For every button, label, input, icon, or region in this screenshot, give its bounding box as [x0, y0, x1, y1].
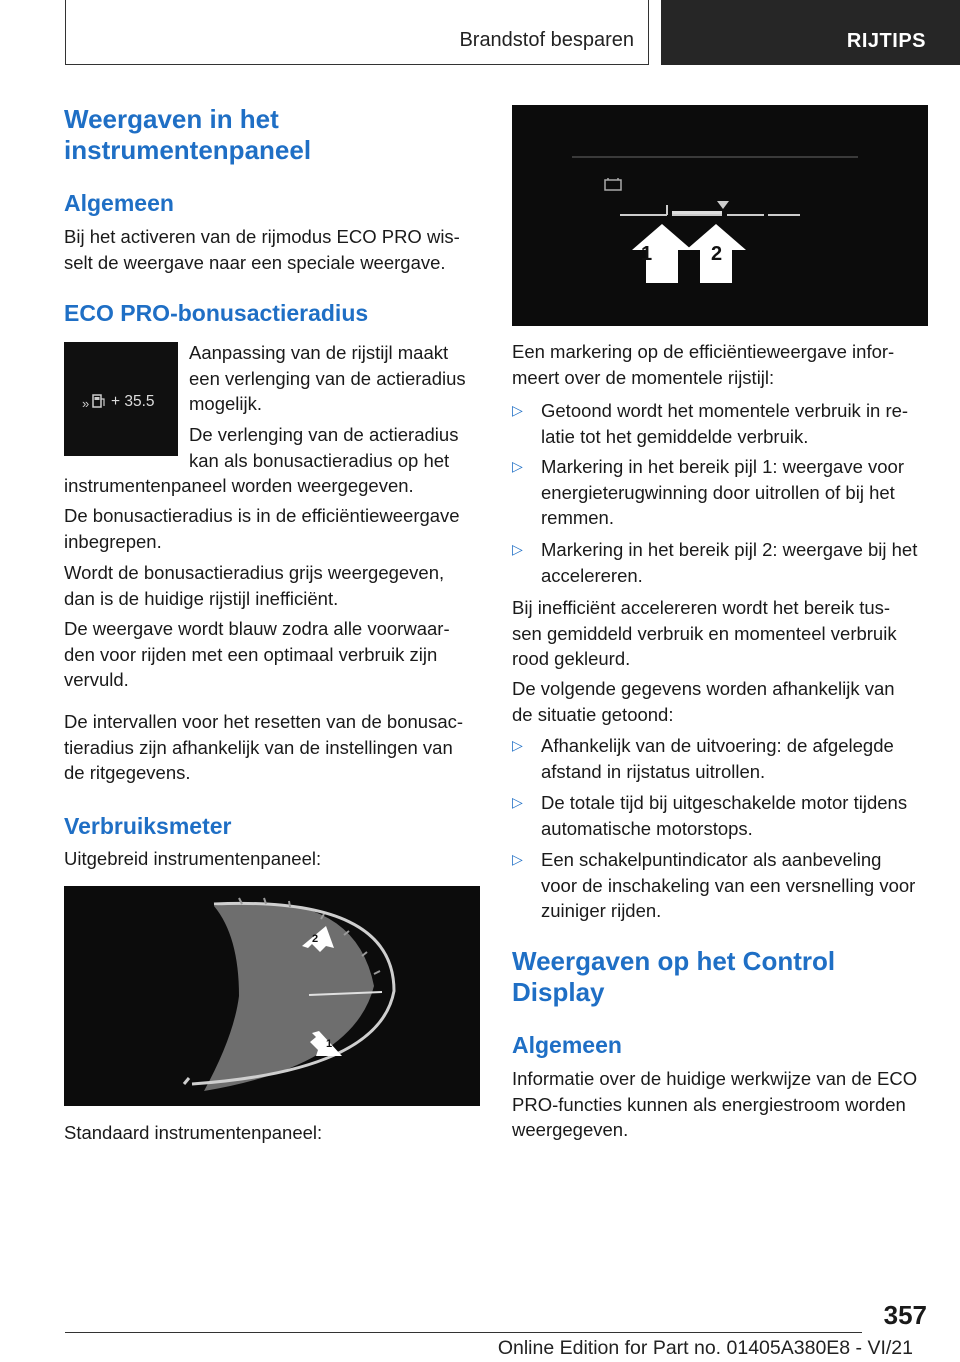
paragraph-inefficient: Bij inefficiënt accelereren wordt het bereik tus- sen gemiddeld verbruik en momenteel verbruik rood gekleurd.: [512, 597, 897, 669]
triangle-bullet-icon: ▷: [512, 794, 523, 810]
page-number: 357: [883, 1300, 927, 1330]
efficiency-bar-image: [512, 105, 928, 326]
paragraph-bonus-2b: instrumentenpaneel worden weergegeven.: [64, 475, 414, 496]
header-rule-bottom: [65, 64, 649, 65]
paragraph-bonus-5: De weergave wordt blauw zodra alle voorwaar- den voor rijden met een optimaal verbruik zijn vervuld.: [64, 618, 450, 690]
header-chapter-label: RIJTIPS: [846, 30, 926, 52]
header-section-title: Brandstof besparen: [459, 29, 634, 51]
heading-eco-pro-bonusactieradius: ECO PRO-bonusactieradius: [64, 300, 369, 326]
paragraph-markering: Een markering op de efficiëntieweergave infor- meert over de momentele rijstijl:: [512, 341, 895, 388]
triangle-bullet-icon: ▷: [512, 402, 523, 418]
heading-algemeen-control: Algemeen: [512, 1032, 622, 1058]
header-chapter-tab: [661, 0, 960, 65]
gauge-arrow-1-label: 1: [326, 1038, 333, 1050]
extended-gauge-image: [64, 886, 480, 1106]
header-rule-left: [65, 0, 66, 64]
triangle-bullet-icon: ▷: [512, 737, 523, 753]
paragraph-bonus-2a: De verlenging van de actieradius kan als bonusactieradius op het: [189, 424, 459, 471]
paragraph-bonus-1: Aanpassing van de rijstijl maakt een verlenging van de actieradius mogelijk.: [189, 342, 466, 414]
paragraph-volgende: De volgende gegevens worden afhankelijk van de situatie getoond:: [512, 678, 895, 725]
efficiency-bar-graphic: [512, 105, 928, 326]
bar-arrow-1-label: 1: [641, 243, 653, 265]
paragraph-standaard: Standaard instrumentenpaneel:: [64, 1122, 323, 1143]
bonus-range-value: + 35.5: [111, 393, 155, 410]
bar-arrow-2-label: 2: [711, 243, 723, 265]
svg-text:»: »: [82, 396, 90, 411]
paragraph-uitgebreid: Uitgebreid instrumentenpaneel:: [64, 848, 322, 869]
heading-verbruiksmeter: Verbruiksmeter: [64, 813, 232, 839]
battery-icon: [605, 178, 621, 190]
gauge-arrow-2-label: 2: [312, 933, 319, 945]
triangle-bullet-icon: ▷: [512, 458, 523, 474]
paragraph-control-display: Informatie over de huidige werkwijze van de ECO PRO-functies kunnen als energiestroom worden weergegeven.: [512, 1068, 918, 1140]
heading-weergaven-control-display: Weergaven op het Control Display: [512, 946, 836, 1007]
footer-rule: [65, 1332, 862, 1333]
heading-algemeen: Algemeen: [64, 190, 174, 216]
heading-weergaven-instrumentenpaneel: Weergaven in het instrumentenpaneel: [64, 104, 312, 165]
footer-edition: Online Edition for Part no. 01405A380E8 - VI/21: [497, 1337, 913, 1359]
triangle-bullet-icon: ▷: [512, 851, 523, 867]
triangle-bullet-icon: ▷: [512, 541, 523, 557]
consumption-gauge-graphic: [64, 886, 480, 1106]
paragraph-algemeen: Bij het activeren van de rijmodus ECO PRO wis- selt de weergave naar een speciale weergave.: [64, 226, 460, 273]
paragraph-bonus-3: De bonusactieradius is in de efficiëntieweergave inbegrepen.: [64, 505, 460, 552]
paragraph-bonus-4: Wordt de bonusactieradius grijs weergegeven, dan is de huidige rijstijl inefficiënt.: [64, 562, 445, 609]
bonus-range-image: [64, 342, 178, 456]
paragraph-bonus-6: De intervallen voor het resetten van de bonusac- tieradius zijn afhankelijk van de instellingen van de ritgegevens.: [64, 711, 464, 783]
header-rule-mid: [648, 0, 649, 64]
